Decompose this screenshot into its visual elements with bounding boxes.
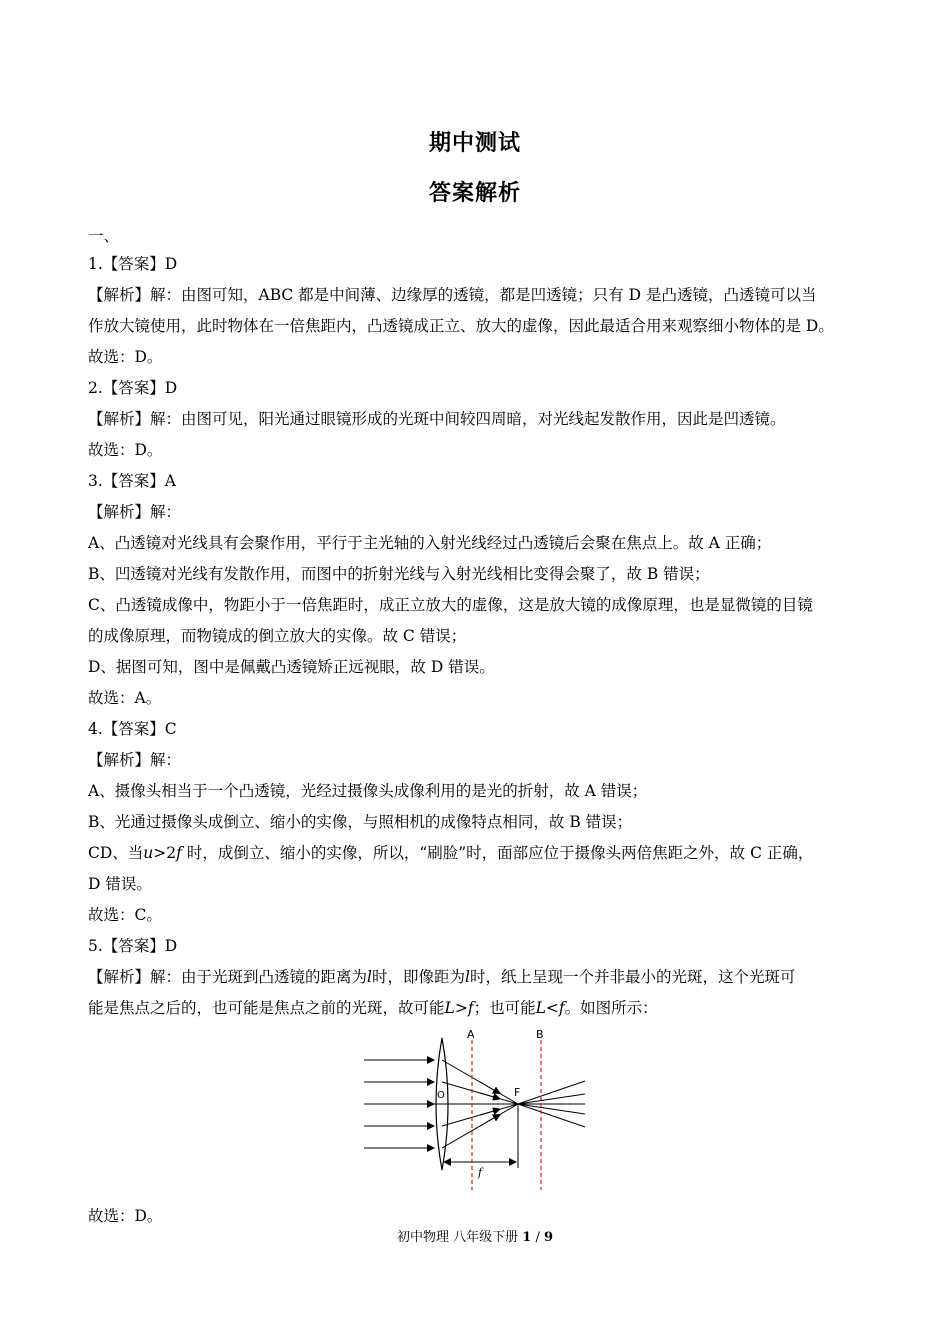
- label-b: B: [536, 1028, 544, 1041]
- page-number: 1: [522, 1230, 532, 1245]
- q5-var-L: L: [444, 999, 455, 1017]
- q5-text-d: 能是焦点之后的，也可能是焦点之前的光斑，故可能: [88, 999, 445, 1017]
- q3-answer: 3.【答案】A: [88, 472, 176, 490]
- page-subtitle: 答案解析: [428, 181, 521, 206]
- q3-option-a: A、凸透镜对光线具有会聚作用，平行于主光轴的入射光线经过凸透镜后会聚在焦点上。故 A 正确；: [88, 534, 772, 552]
- q5-gt: >: [454, 999, 468, 1017]
- q5-text-c: 时，纸上呈现一个并非最小的光斑，这个光斑可: [469, 968, 796, 986]
- q1-answer: 1.【答案】D: [88, 255, 178, 273]
- q4-var-u: u: [143, 844, 154, 862]
- label-a: A: [467, 1028, 475, 1041]
- q4-cd-text: 时，成倒立、缩小的实像，所以，“刷脸”时，面部应位于摄像头两倍焦距之外，故 C 正确，: [181, 844, 814, 862]
- q3-analysis-head: 【解析】解：: [88, 503, 182, 521]
- q4-var-f: f: [176, 844, 182, 862]
- q4-option-a: A、摄像头相当于一个凸透镜，光经过摄像头成像利用的是光的折射，故 A 错误；: [88, 782, 648, 800]
- q3-option-c-line1: C、凸透镜成像中，物距小于一倍焦距时，成正立放大的虚像，这是放大镜的成像原理，也是显微镜的目镜: [88, 596, 813, 614]
- q5-choice: 故选：D。: [88, 1207, 163, 1225]
- q4-answer: 4.【答案】C: [88, 720, 177, 738]
- footer-text: 初中物理 八年级下册: [396, 1230, 519, 1245]
- label-focus: F: [514, 1086, 521, 1099]
- label-focal-length: f: [478, 1166, 483, 1179]
- q4-cd-prefix: CD、当: [88, 844, 144, 862]
- q5-var-l: l: [465, 968, 470, 986]
- q4-choice: 故选：C。: [88, 906, 162, 924]
- page-title: 期中测试: [428, 131, 521, 156]
- q1-analysis-line1: 【解析】解：由图可知，ABC 都是中间薄、边缘厚的透镜，都是凹透镜；只有 D 是凸透镜，凸透镜可以当: [88, 286, 817, 304]
- q3-choice: 故选：A。: [88, 689, 162, 707]
- q5-text-a: 【解析】解：由于光斑到凸透镜的距离为: [88, 968, 368, 986]
- q2-answer: 2.【答案】D: [88, 379, 178, 397]
- q5-var-L: L: [535, 999, 546, 1017]
- q5-text-e: ；也可能: [473, 999, 536, 1017]
- q4-option-cd-line1: [88, 843, 868, 863]
- q2-choice: 故选：D。: [88, 441, 163, 459]
- q5-var-f: f: [467, 999, 474, 1017]
- label-optical-center: O: [437, 1090, 445, 1101]
- q4-gt: >2: [153, 844, 177, 862]
- q1-analysis-line2: 作放大镜使用，此时物体在一倍焦距内，凸透镜成正立、放大的虚像，因此最适合用来观察细小物体的是 D。: [88, 317, 834, 335]
- q4-option-b: B、光通过摄像头成倒立、缩小的实像，与照相机的成像特点相同，故 B 错误；: [88, 813, 633, 831]
- page-separator: /: [531, 1230, 544, 1245]
- q5-lt: <: [545, 999, 559, 1017]
- incident-rays: [364, 1060, 434, 1148]
- q5-analysis-line2: [88, 998, 868, 1018]
- q4-analysis-head: 【解析】解：: [88, 751, 182, 769]
- q5-text-f: 。如图所示：: [564, 999, 658, 1017]
- q5-var-l: l: [367, 968, 372, 986]
- q3-option-b: B、凹透镜对光线有发散作用，而图中的折射光线与入射光线相比变得会聚了，故 B 错误；: [88, 565, 710, 583]
- q1-choice: 故选：D。: [88, 348, 163, 366]
- q5-var-f: f: [558, 999, 565, 1017]
- q5-analysis-line1: [88, 967, 868, 987]
- q5-answer: 5.【答案】D: [88, 937, 178, 955]
- page-footer: [0, 1226, 950, 1245]
- q3-option-c-line2: 的成像原理，而物镜成的倒立放大的实像。故 C 错误；: [88, 627, 467, 645]
- q4-option-cd-line2: D 错误。: [88, 875, 152, 893]
- section-heading: 一、: [88, 227, 120, 245]
- page-total: 9: [543, 1230, 554, 1245]
- lens-diagram: [360, 1026, 600, 1196]
- q2-analysis-line1: 【解析】解：由图可见，阳光通过眼镜形成的光斑中间较四周暗，对光线起发散作用，因此是凹透镜。: [88, 410, 786, 428]
- q5-text-b: 时，即像距为: [371, 968, 465, 986]
- q3-option-d: D、据图可知，图中是佩戴凸透镜矫正远视眼，故 D 错误。: [88, 658, 495, 676]
